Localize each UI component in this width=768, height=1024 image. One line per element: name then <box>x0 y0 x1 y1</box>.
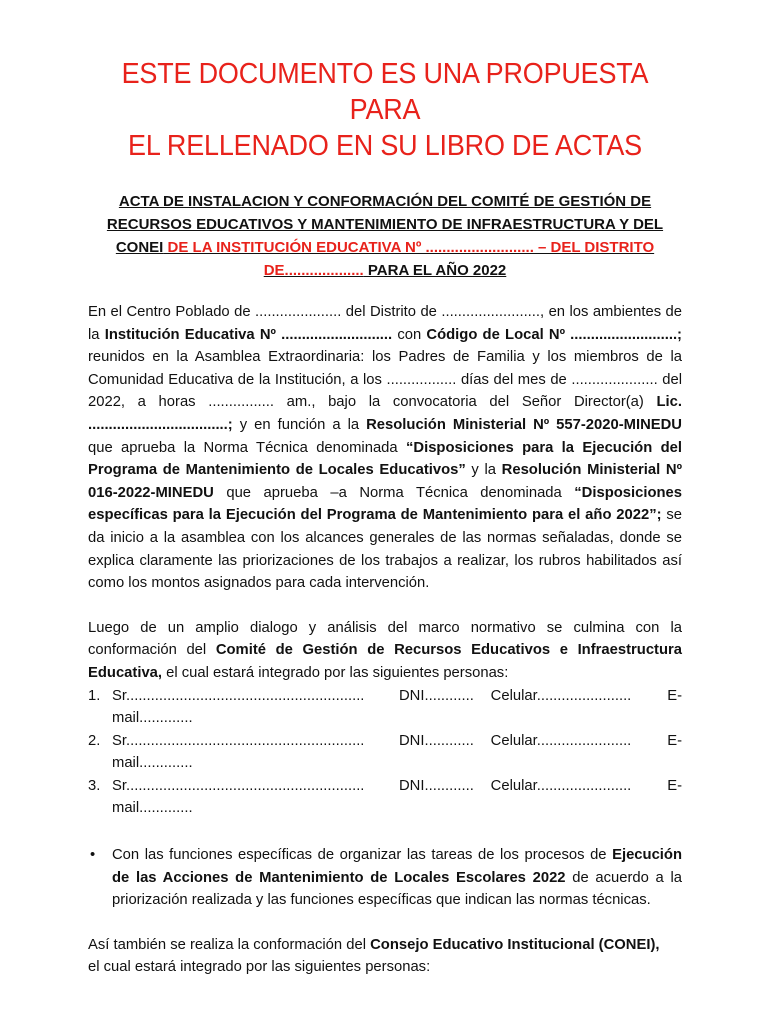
member-email-label: E- <box>667 687 682 704</box>
intro-text-1: En el Centro Poblado de ..................... del Distrito de ........................, en los ambientes de la <box>88 304 682 343</box>
committee-text-1: Luego de un amplio dialogo y análisis del marco normativo se culmina con la conformación del <box>88 619 682 659</box>
conei-bold-1: Consejo Educativo Institucional (CONEI), <box>370 936 660 953</box>
member-email-label: E- <box>667 777 682 794</box>
member-name-field: Sr.......................................................... <box>112 687 365 704</box>
member-email-label: E- <box>667 732 682 749</box>
member-number: 3. <box>88 777 101 794</box>
intro-paragraph <box>88 301 682 595</box>
intro-bold-6: Resolución Ministerial Nº 016-2022-MINEDU <box>88 462 682 501</box>
member-dni-field: DNI............ <box>399 687 474 704</box>
bullet-text-1: Con las funciones específicas de organizar las tareas de los procesos de <box>112 847 613 864</box>
member-number: 1. <box>88 687 101 704</box>
member-phone-field: Celular....................... <box>490 777 632 794</box>
intro-text-3: reunidos en la Asamblea Extraordinaria: los Padres de Familia y los miembros de la Comunidad Educativa de la Institución, a los ................. días del mes de ..................... del 2022, a horas ................ am., bajo la convocatoria del Señor Director(a) <box>88 349 682 411</box>
intro-text-6: y la <box>465 462 502 479</box>
conei-text-1: Así también se realiza la conformación del <box>88 936 371 953</box>
intro-bold-3: Lic. ..................................; <box>88 394 682 433</box>
list-item <box>88 685 682 730</box>
bullet-bold-1: Ejecución de las Acciones de Mantenimiento de Locales Escolares 2022 <box>112 847 682 886</box>
member-email-field: mail............. <box>112 710 193 727</box>
title-part-1: ACTA DE INSTALACION Y CONFORMACIÓN DEL COMITÉ DE GESTIÓN DE RECURSOS EDUCATIVOS Y MANTENIMIENTO DE INFRAESTRUCTURA Y DEL CONEI <box>106 193 664 256</box>
member-email-field: mail............. <box>112 800 193 817</box>
bullet-text-2: de acuerdo a la priorización realizada y las funciones específicas que indican las normas técnicas. <box>112 869 682 909</box>
committee-member-list <box>88 685 682 821</box>
member-phone-field: Celular....................... <box>490 732 632 749</box>
intro-bold-7: “Disposiciones específicas para la Ejecución del Programa de Mantenimiento para el año 2022”; <box>88 484 682 524</box>
intro-bold-4: Resolución Ministerial Nº 557-2020-MINEDU <box>366 416 682 433</box>
intro-text-7: que aprueba –a Norma Técnica denominada <box>213 484 575 501</box>
member-dni-field: DNI............ <box>399 777 474 794</box>
intro-text-4: y en función a la <box>232 416 367 433</box>
member-dni-field: DNI............ <box>399 732 474 749</box>
intro-text-5: que aprueba la Norma Técnica denominada <box>88 439 406 456</box>
intro-bold-5: “Disposiciones para la Ejecución del Programa de Mantenimiento de Locales Educativos” <box>88 439 682 479</box>
committee-paragraph <box>88 617 682 685</box>
member-name-field: Sr.......................................................... <box>112 732 365 749</box>
member-email-field: mail............. <box>112 755 193 772</box>
list-item <box>88 730 682 775</box>
banner-line-1: ESTE DOCUMENTO ES UNA PROPUESTA PARA <box>121 58 649 126</box>
title-part-2: DE LA INSTITUCIÓN EDUCATIVA Nº .......................... – DEL DISTRITO DE................... <box>163 239 655 279</box>
intro-text-8: se da inicio a la asamblea con los alcances generales de las normas señaladas, donde se explica claramente las priorizaciones de los trabajos a realizar, los rubros habilitados así como los montos asignados para cada intervención. <box>88 507 682 592</box>
intro-bold-1: Institución Educativa Nº ........................... <box>104 326 393 343</box>
proposal-banner <box>109 0 661 164</box>
member-number: 2. <box>88 732 101 749</box>
conei-paragraph <box>88 934 682 957</box>
member-name-field: Sr.......................................................... <box>112 777 365 794</box>
list-item <box>88 775 682 820</box>
member-phone-field: Celular....................... <box>490 687 632 704</box>
conei-members-intro: el cual estará integrado por las siguientes personas: <box>88 959 431 976</box>
title-part-3: PARA EL AÑO 2022 <box>363 262 507 279</box>
committee-text-2: el cual estará integrado por las siguientes personas: <box>162 664 509 681</box>
committee-bold-1: Comité de Gestión de Recursos Educativos e Infraestructura Educativa, <box>88 642 682 681</box>
functions-bullet <box>88 844 682 912</box>
document-title <box>88 190 682 282</box>
intro-bold-2: Código de Local Nº ..........................; <box>426 326 682 343</box>
intro-text-2: con <box>392 326 427 343</box>
bullet-icon: • <box>90 847 96 864</box>
banner-line-2: EL RELLENADO EN SU LIBRO DE ACTAS <box>128 130 642 162</box>
